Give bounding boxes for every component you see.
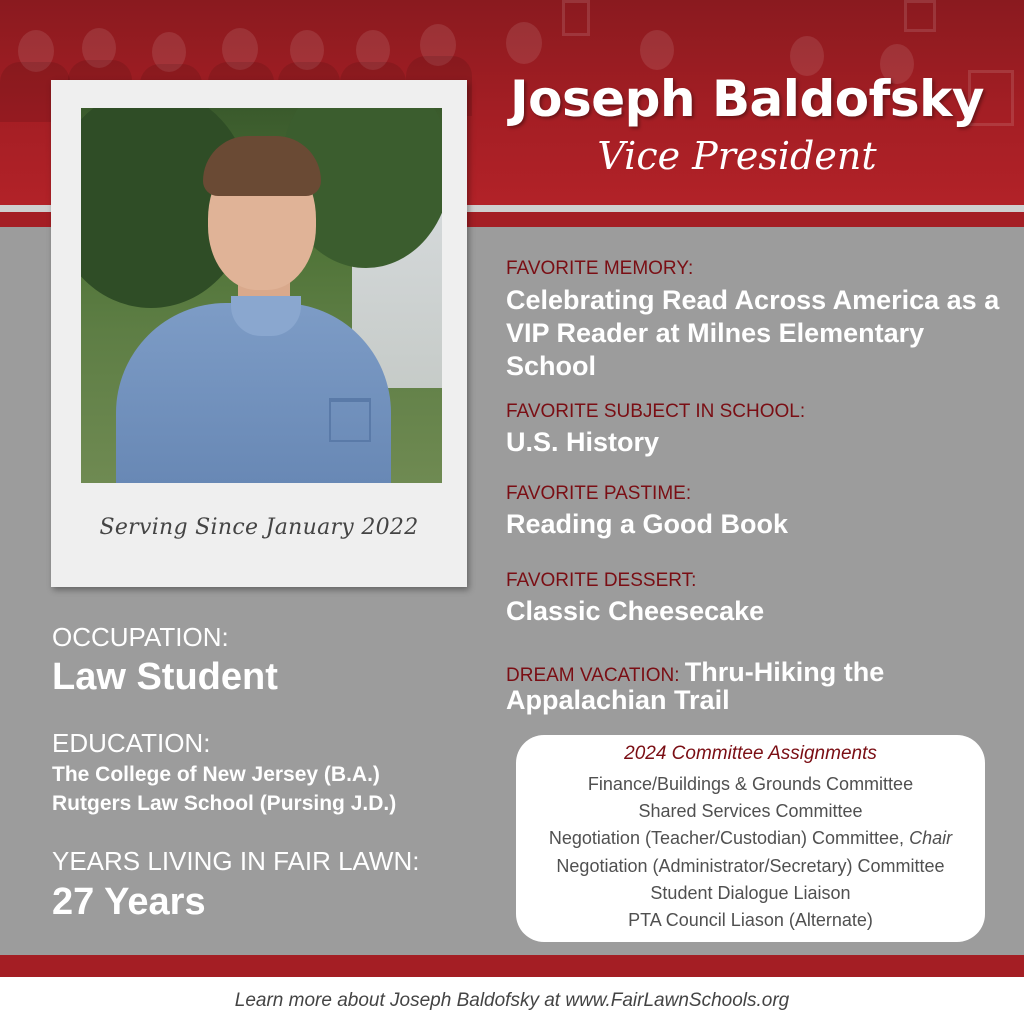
committee-item-chair-row bbox=[516, 825, 985, 852]
committee-item: Finance/Buildings & Grounds Committee bbox=[587, 774, 914, 794]
occupation-value: Law Student bbox=[52, 656, 278, 698]
education-label: EDUCATION: bbox=[52, 728, 211, 758]
photo-pocket bbox=[329, 398, 371, 442]
favorite-pastime-label: FAVORITE PASTIME: bbox=[506, 483, 692, 504]
dream-vacation-value-line2: Appalachian Trail bbox=[506, 685, 730, 715]
background-figure bbox=[640, 30, 674, 70]
photo-hair bbox=[203, 136, 321, 196]
occupation-label: OCCUPATION: bbox=[52, 622, 229, 652]
favorite-pastime-value: Reading a Good Book bbox=[506, 509, 789, 539]
chair-note: Chair bbox=[909, 828, 953, 849]
background-figure bbox=[506, 22, 542, 64]
favorite-subject-value: U.S. History bbox=[506, 427, 660, 457]
favorite-dessert-value: Classic Cheesecake bbox=[506, 596, 765, 626]
committee-item: Student Dialogue Liaison bbox=[650, 882, 851, 903]
years-value: 27 Years bbox=[52, 881, 206, 923]
favorite-subject-label: FAVORITE SUBJECT IN SCHOOL: bbox=[506, 401, 806, 422]
committee-title: 2024 Committee Assignments bbox=[624, 743, 877, 764]
polaroid-frame bbox=[51, 80, 467, 587]
committee-item: Shared Services Committee bbox=[638, 801, 863, 822]
serving-since-caption: Serving Since January 2022 bbox=[99, 515, 419, 540]
footer-link-text[interactable]: Learn more about Joseph Baldofsky at www.FairLawnSchools.org bbox=[234, 990, 790, 1011]
person-name: Joseph Baldofsky bbox=[510, 70, 984, 128]
dream-vacation-value-line1: Thru-Hiking the bbox=[684, 657, 885, 687]
background-frame bbox=[904, 0, 936, 32]
committee-item: PTA Council Liason (Alternate) bbox=[628, 910, 873, 931]
footer-divider bbox=[0, 955, 1024, 977]
favorite-dessert-label: FAVORITE DESSERT: bbox=[506, 570, 697, 591]
portrait-photo bbox=[81, 108, 442, 483]
background-frame bbox=[562, 0, 590, 36]
years-label: YEARS LIVING IN FAIR LAWN: bbox=[52, 846, 420, 876]
committee-item: Negotiation (Teacher/Custodian) Committee, bbox=[548, 828, 905, 849]
education-value-1: The College of New Jersey (B.A.) bbox=[52, 763, 380, 786]
footer bbox=[0, 977, 1024, 1024]
committee-assignments-box bbox=[516, 735, 985, 942]
education-value-2: Rutgers Law School (Pursing J.D.) bbox=[52, 792, 397, 815]
committee-item: Negotiation (Administrator/Secretary) Committee bbox=[556, 855, 945, 876]
favorite-memory-value: Celebrating Read Across America as a VIP Reader at Milnes Elementary School bbox=[506, 285, 1000, 381]
person-role: Vice President bbox=[597, 134, 877, 178]
favorite-memory-label: FAVORITE MEMORY: bbox=[506, 258, 694, 279]
committee-list bbox=[516, 771, 985, 934]
dream-vacation-label: DREAM VACATION: bbox=[506, 665, 680, 686]
